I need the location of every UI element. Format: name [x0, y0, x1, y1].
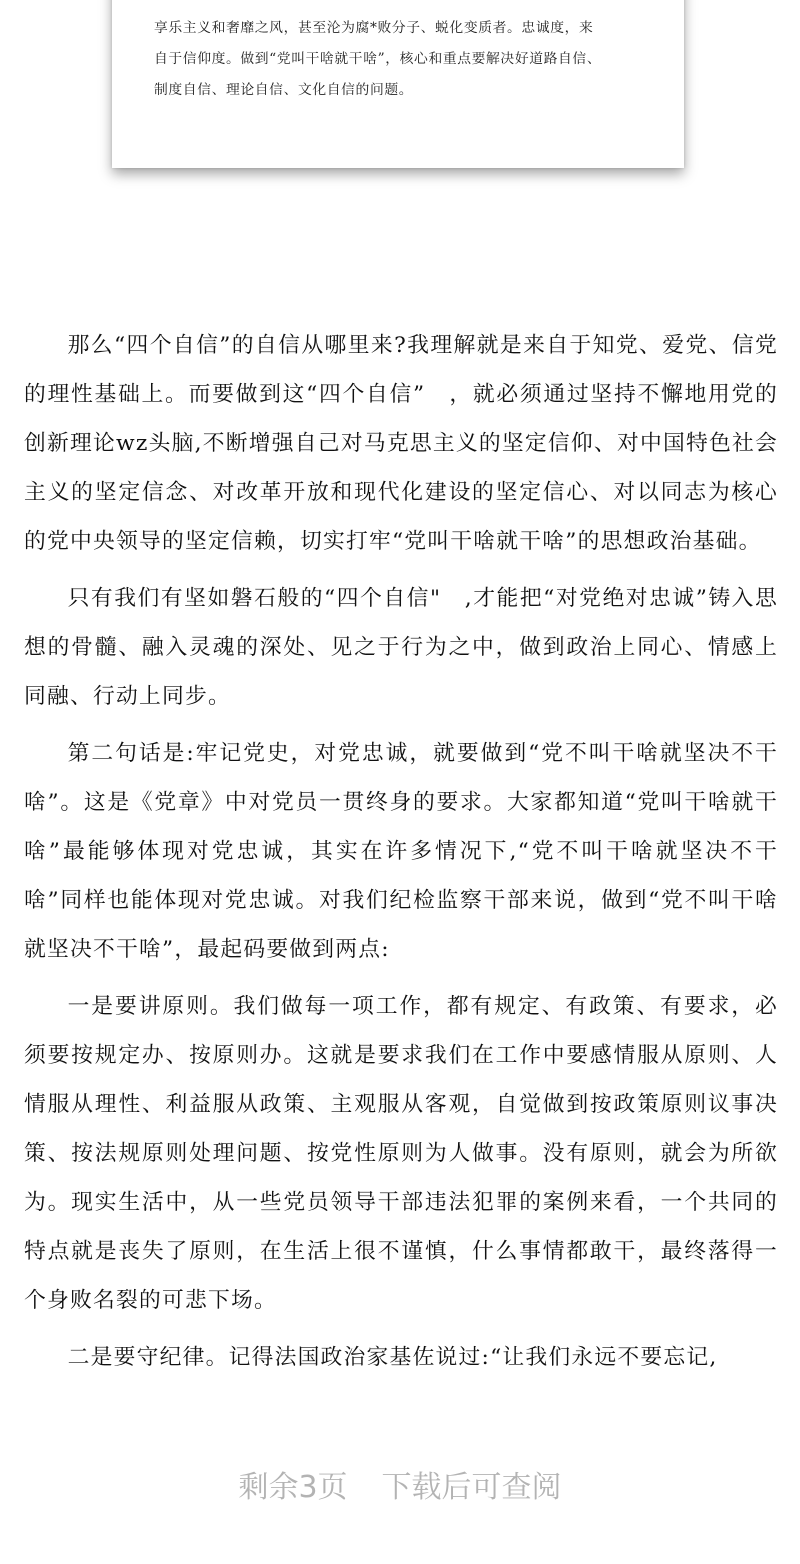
paragraph-principles: 一是要讲原则。我们做每一项工作，都有规定、有政策、有要求，必须要按规定办、按原则办。这就是要求我们在工作中要感情服从原则、人情服从理性、利益服从政策、主观服从客观，自觉做到按政策原则议事决策、按法规原则处理问题、按党性原则为人做事。没有原则，就会为所欲为。现实生活中，从一些党员领导干部违法犯罪的案例来看，一个共同的特点就是丧失了原则，在生活上很不谨慎，什么事情都敢干，最终落得一个身败名裂的可悲下场。	[24, 994, 778, 1313]
paragraph-discipline: 二是要守纪律。记得法国政治家基佐说过:“让我们永远不要忘记,	[67, 1345, 718, 1370]
paragraph-second-point: 第二句话是:牢记党史，对党忠诚，就要做到“党不叫干啥就坚决不干啥”。这是《党章》中对党员一贯终身的要求。大家都知道“党叫干啥就干啥”最能够体现对党忠诚，其实在许多情况下,“党不叫干啥就坚决不干啥”同样也能体现对党忠诚。对我们纪检监察干部来说，做到“党不叫干啥就坚决不干啥”，最起码要做到两点:	[24, 741, 778, 962]
article-body	[24, 321, 778, 1390]
download-to-read-banner[interactable]	[0, 1462, 800, 1512]
paragraph-loyalty: 只有我们有坚如磐石般的“四个自信" ,才能把“对党绝对忠诚”铸入思想的骨髓、融入灵魂的深处、见之于行为之中，做到政治上同心、情感上同融、行动上同步。	[24, 586, 778, 709]
quote-card	[112, 0, 684, 168]
remaining-pages-text: 剩余3页	[238, 1470, 348, 1505]
paragraph-four-confidences: 那么“四个自信”的自信从哪里来?我理解就是来自于知党、爱党、信党的理性基础上。而要做到这“四个自信” ，就必须通过坚持不懈地用党的创新理论wz头脑,不断增强自己对马克思主义的坚定信仰、对中国特色社会主义的坚定信念、对改革开放和现代化建设的坚定信心、对以同志为核心的党中央领导的坚定信赖，切实打牢“党叫干啥就干啥”的思想政治基础。	[24, 333, 778, 554]
quote-line-3: 制度自信、理论自信、文化自信的问题。	[154, 82, 414, 98]
quote-line-1: 享乐主义和奢靡之风，甚至沦为腐*败分子、蜕化变质者。忠诚度，来	[154, 20, 594, 36]
download-hint-text: 下载后可查阅	[381, 1470, 562, 1505]
quote-line-2: 自于信仰度。做到“党叫干啥就干啥”，核心和重点要解决好道路自信、	[154, 51, 602, 67]
